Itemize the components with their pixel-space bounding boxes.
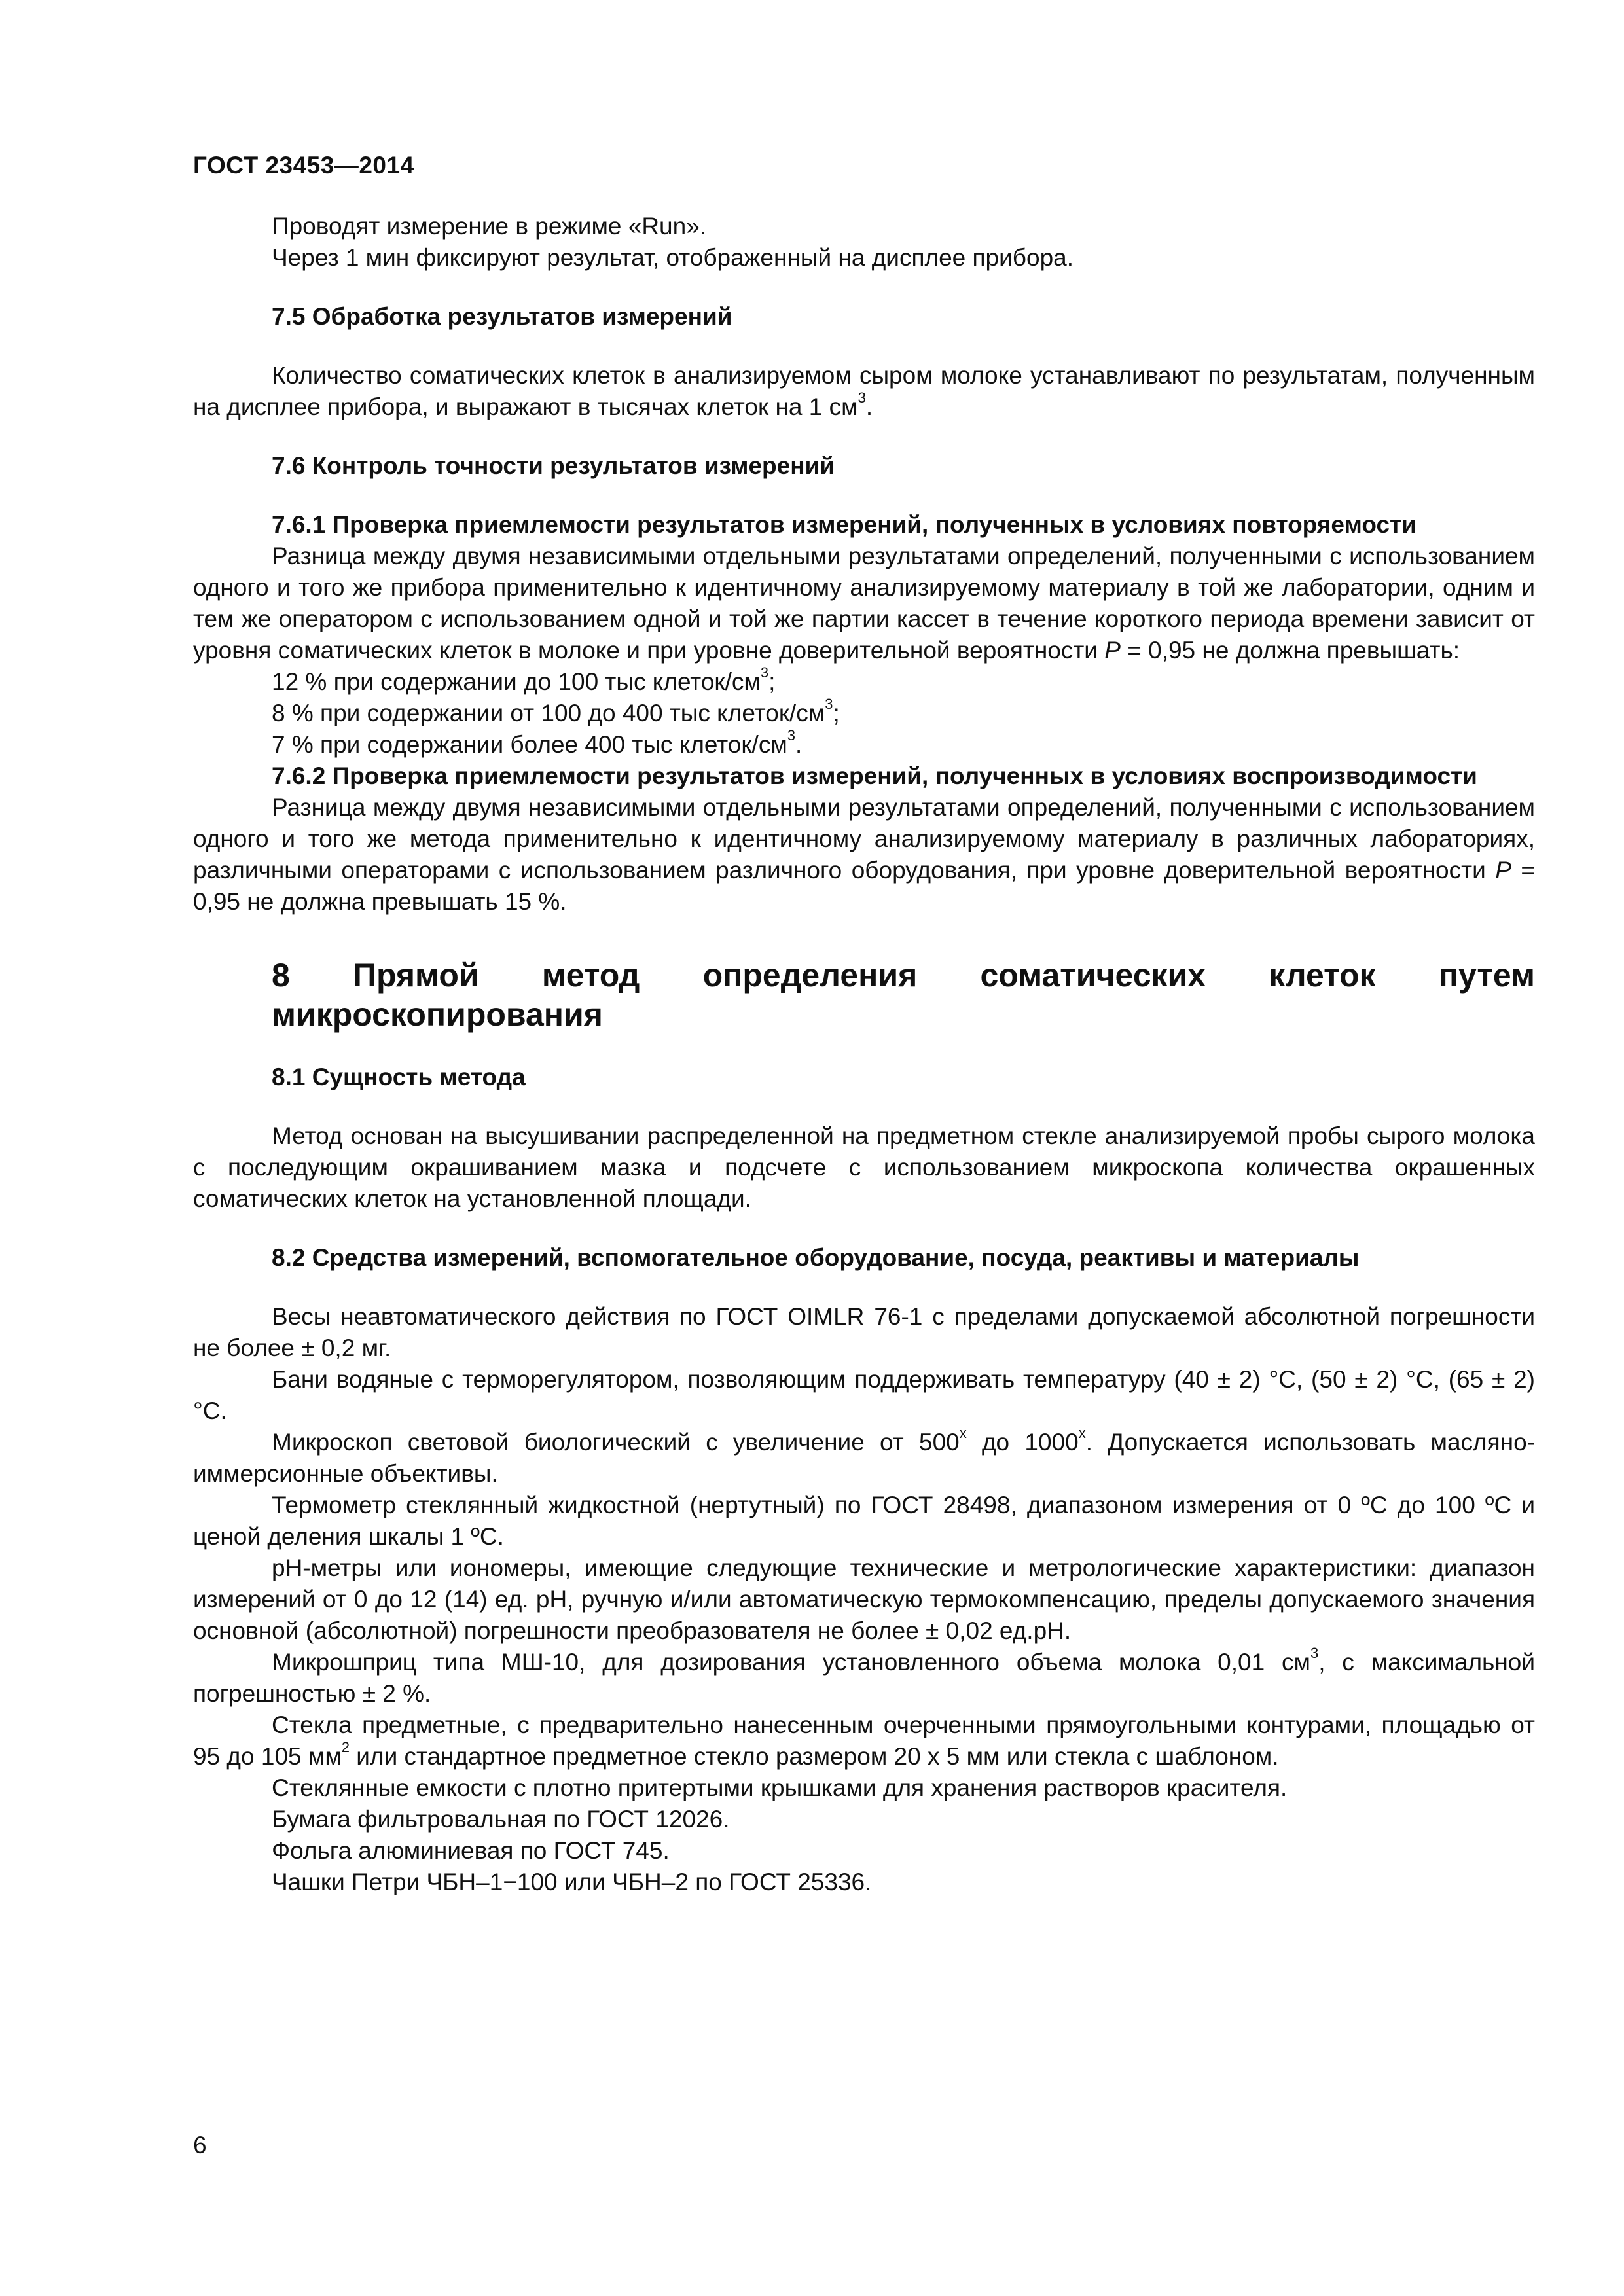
paragraph-run-mode: Проводят измерение в режиме «Run».	[272, 213, 707, 240]
superscript-x: x	[959, 1424, 967, 1441]
period: .	[865, 393, 873, 420]
paragraph-glass-containers: Стеклянные емкости с плотно притертыми крышками для хранения растворов красителя.	[272, 1774, 1288, 1801]
superscript-x: x	[1078, 1424, 1086, 1441]
superscript-3: 3	[1310, 1644, 1319, 1661]
paragraph-ph-meters: рН-метры или иономеры, имеющие следующие технические и метрологические характеристики: диапазон измерений от 0 до 12 (14) ед. рН, ручную и/или автоматическую термокомпенсацию, пределы допускаемого значения основной (абсолютной) погрешности преобразователя не более ± 0,02 ед.рН.	[193, 1554, 1535, 1644]
page-number: 6	[193, 2132, 207, 2159]
list-item-text: 7 % при содержании более 400 тыс клеток/см	[272, 731, 787, 758]
paragraph-7-5	[193, 360, 1535, 423]
slides-text-a: Стекла предметные, с предварительно нанесенным очерченными прямоугольными контурами, площадью от 95 до 105 мм	[193, 1712, 1535, 1770]
list-item-7-percent	[193, 726, 1535, 761]
superscript-3: 3	[787, 726, 796, 744]
paragraph-scales: Весы неавтоматического действия по ГОСТ OIMLR 76-1 с пределами допускаемой абсолютной погрешности не более ± 0,2 мг.	[193, 1303, 1535, 1361]
heading-8-1: 8.1 Сущность метода	[272, 1064, 526, 1090]
paragraph-microsyringe	[193, 1644, 1535, 1710]
paragraph-fix-result: Через 1 мин фиксируют результат, отображенный на дисплее прибора.	[272, 244, 1074, 271]
superscript-2: 2	[341, 1738, 350, 1755]
microscope-text-a: Микроскоп световой биологический с увеличение от 500	[272, 1429, 960, 1456]
heading-7-6-1: 7.6.1 Проверка приемлемости результатов измерений, полученных в условиях повторяемости	[272, 511, 1416, 538]
list-item-text: 8 % при содержании от 100 до 400 тыс клеток/см	[272, 700, 825, 726]
heading-section-8: 8 Прямой метод определения соматических клеток путем микроскопирования	[272, 957, 1535, 1033]
list-item-12-percent	[193, 666, 1535, 698]
paragraph-8-1: Метод основан на высушивании распределенной на предметном стекле анализируемой пробы сырого молока с последующим окрашиванием мазка и подсчете с использованием микроскопа количества окрашенных соматических клеток на установленной площади.	[193, 1122, 1535, 1212]
paragraph-7-6-1-tail: = 0,95 не должна превышать:	[1120, 637, 1460, 664]
microscope-text-c: . Допускается использовать масляно-иммерсионные объективы.	[193, 1429, 1536, 1487]
slides-text-b: или стандартное предметное стекло размером 20 х 5 мм или стекла с шаблоном.	[350, 1743, 1279, 1770]
document-body	[193, 211, 1535, 1898]
paragraph-7-6-2	[193, 792, 1535, 918]
probability-symbol: P	[1104, 637, 1121, 664]
superscript-3: 3	[760, 664, 769, 681]
microscope-text-b: до 1000	[966, 1429, 1079, 1456]
semicolon: ;	[833, 700, 840, 726]
paragraph-7-6-2-text: Разница между двумя независимыми отдельными результатами определений, полученными с использованием одного и того же метода применительно к идентичному анализируемому материалу в различных лабораториях, различными операторами с использованием различного оборудования, при уровне доверительной вероятности	[193, 794, 1535, 884]
paragraph-microscope	[193, 1424, 1536, 1490]
paragraph-7-6-1-text: Разница между двумя независимыми отдельными результатами определений, полученными с использованием одного и того же прибора применительно к идентичному анализируемому материалу в той же лаборатории, одним и тем же оператором с использованием одной и той же партии кассет в течение короткого периода времени зависит от уровня соматических клеток в молоке и при уровне доверительной вероятности	[193, 543, 1535, 664]
paragraph-7-5-text: Количество соматических клеток в анализируемом сыром молоке устанавливают по результатам, полученным на дисплее прибора, и выражают в тысячах клеток на 1 см	[193, 362, 1535, 420]
semicolon: ;	[768, 668, 776, 695]
paragraph-slides	[193, 1710, 1535, 1772]
paragraph-water-baths: Бани водяные с терморегулятором, позволяющим поддерживать температуру (40 ± 2) °С, (50 ± 2) °С, (65 ± 2) °С.	[193, 1366, 1535, 1424]
paragraph-7-6-2-tail: = 0,95 не должна превышать 15 %.	[193, 857, 1535, 915]
probability-symbol: P	[1495, 857, 1511, 884]
microsyringe-text-b: , с максимальной погрешностью ± 2 %.	[193, 1649, 1535, 1707]
paragraph-thermometer: Термометр стеклянный жидкостной (нертутный) по ГОСТ 28498, диапазоном измерения от 0 ºС до 100 ºС и ценой деления шкалы 1 ºС.	[193, 1492, 1535, 1550]
paragraph-7-6-1	[193, 541, 1535, 666]
list-item-8-percent	[193, 695, 1535, 729]
paragraph-filter-paper: Бумага фильтровальная по ГОСТ 12026.	[272, 1806, 730, 1833]
paragraph-aluminum-foil: Фольга алюминиевая по ГОСТ 745.	[272, 1837, 670, 1864]
paragraph-petri-dishes: Чашки Петри ЧБН–1−100 или ЧБН–2 по ГОСТ 25336.	[272, 1869, 872, 1895]
heading-7-5: 7.5 Обработка результатов измерений	[272, 303, 732, 330]
superscript-3: 3	[857, 389, 866, 406]
document-code-header: ГОСТ 23453—2014	[193, 152, 414, 179]
list-item-text: 12 % при содержании до 100 тыс клеток/см	[272, 668, 761, 695]
period: .	[795, 731, 803, 758]
heading-7-6: 7.6 Контроль точности результатов измерений	[272, 452, 835, 479]
heading-7-6-2: 7.6.2 Проверка приемлемости результатов измерений, полученных в условиях воспроизводимости	[272, 762, 1477, 789]
microsyringe-text-a: Микрошприц типа МШ-10, для дозирования установленного объема молока 0,01 см	[272, 1649, 1310, 1676]
heading-8-2: 8.2 Средства измерений, вспомогательное оборудование, посуда, реактивы и материалы	[272, 1244, 1360, 1271]
superscript-3: 3	[825, 695, 833, 712]
